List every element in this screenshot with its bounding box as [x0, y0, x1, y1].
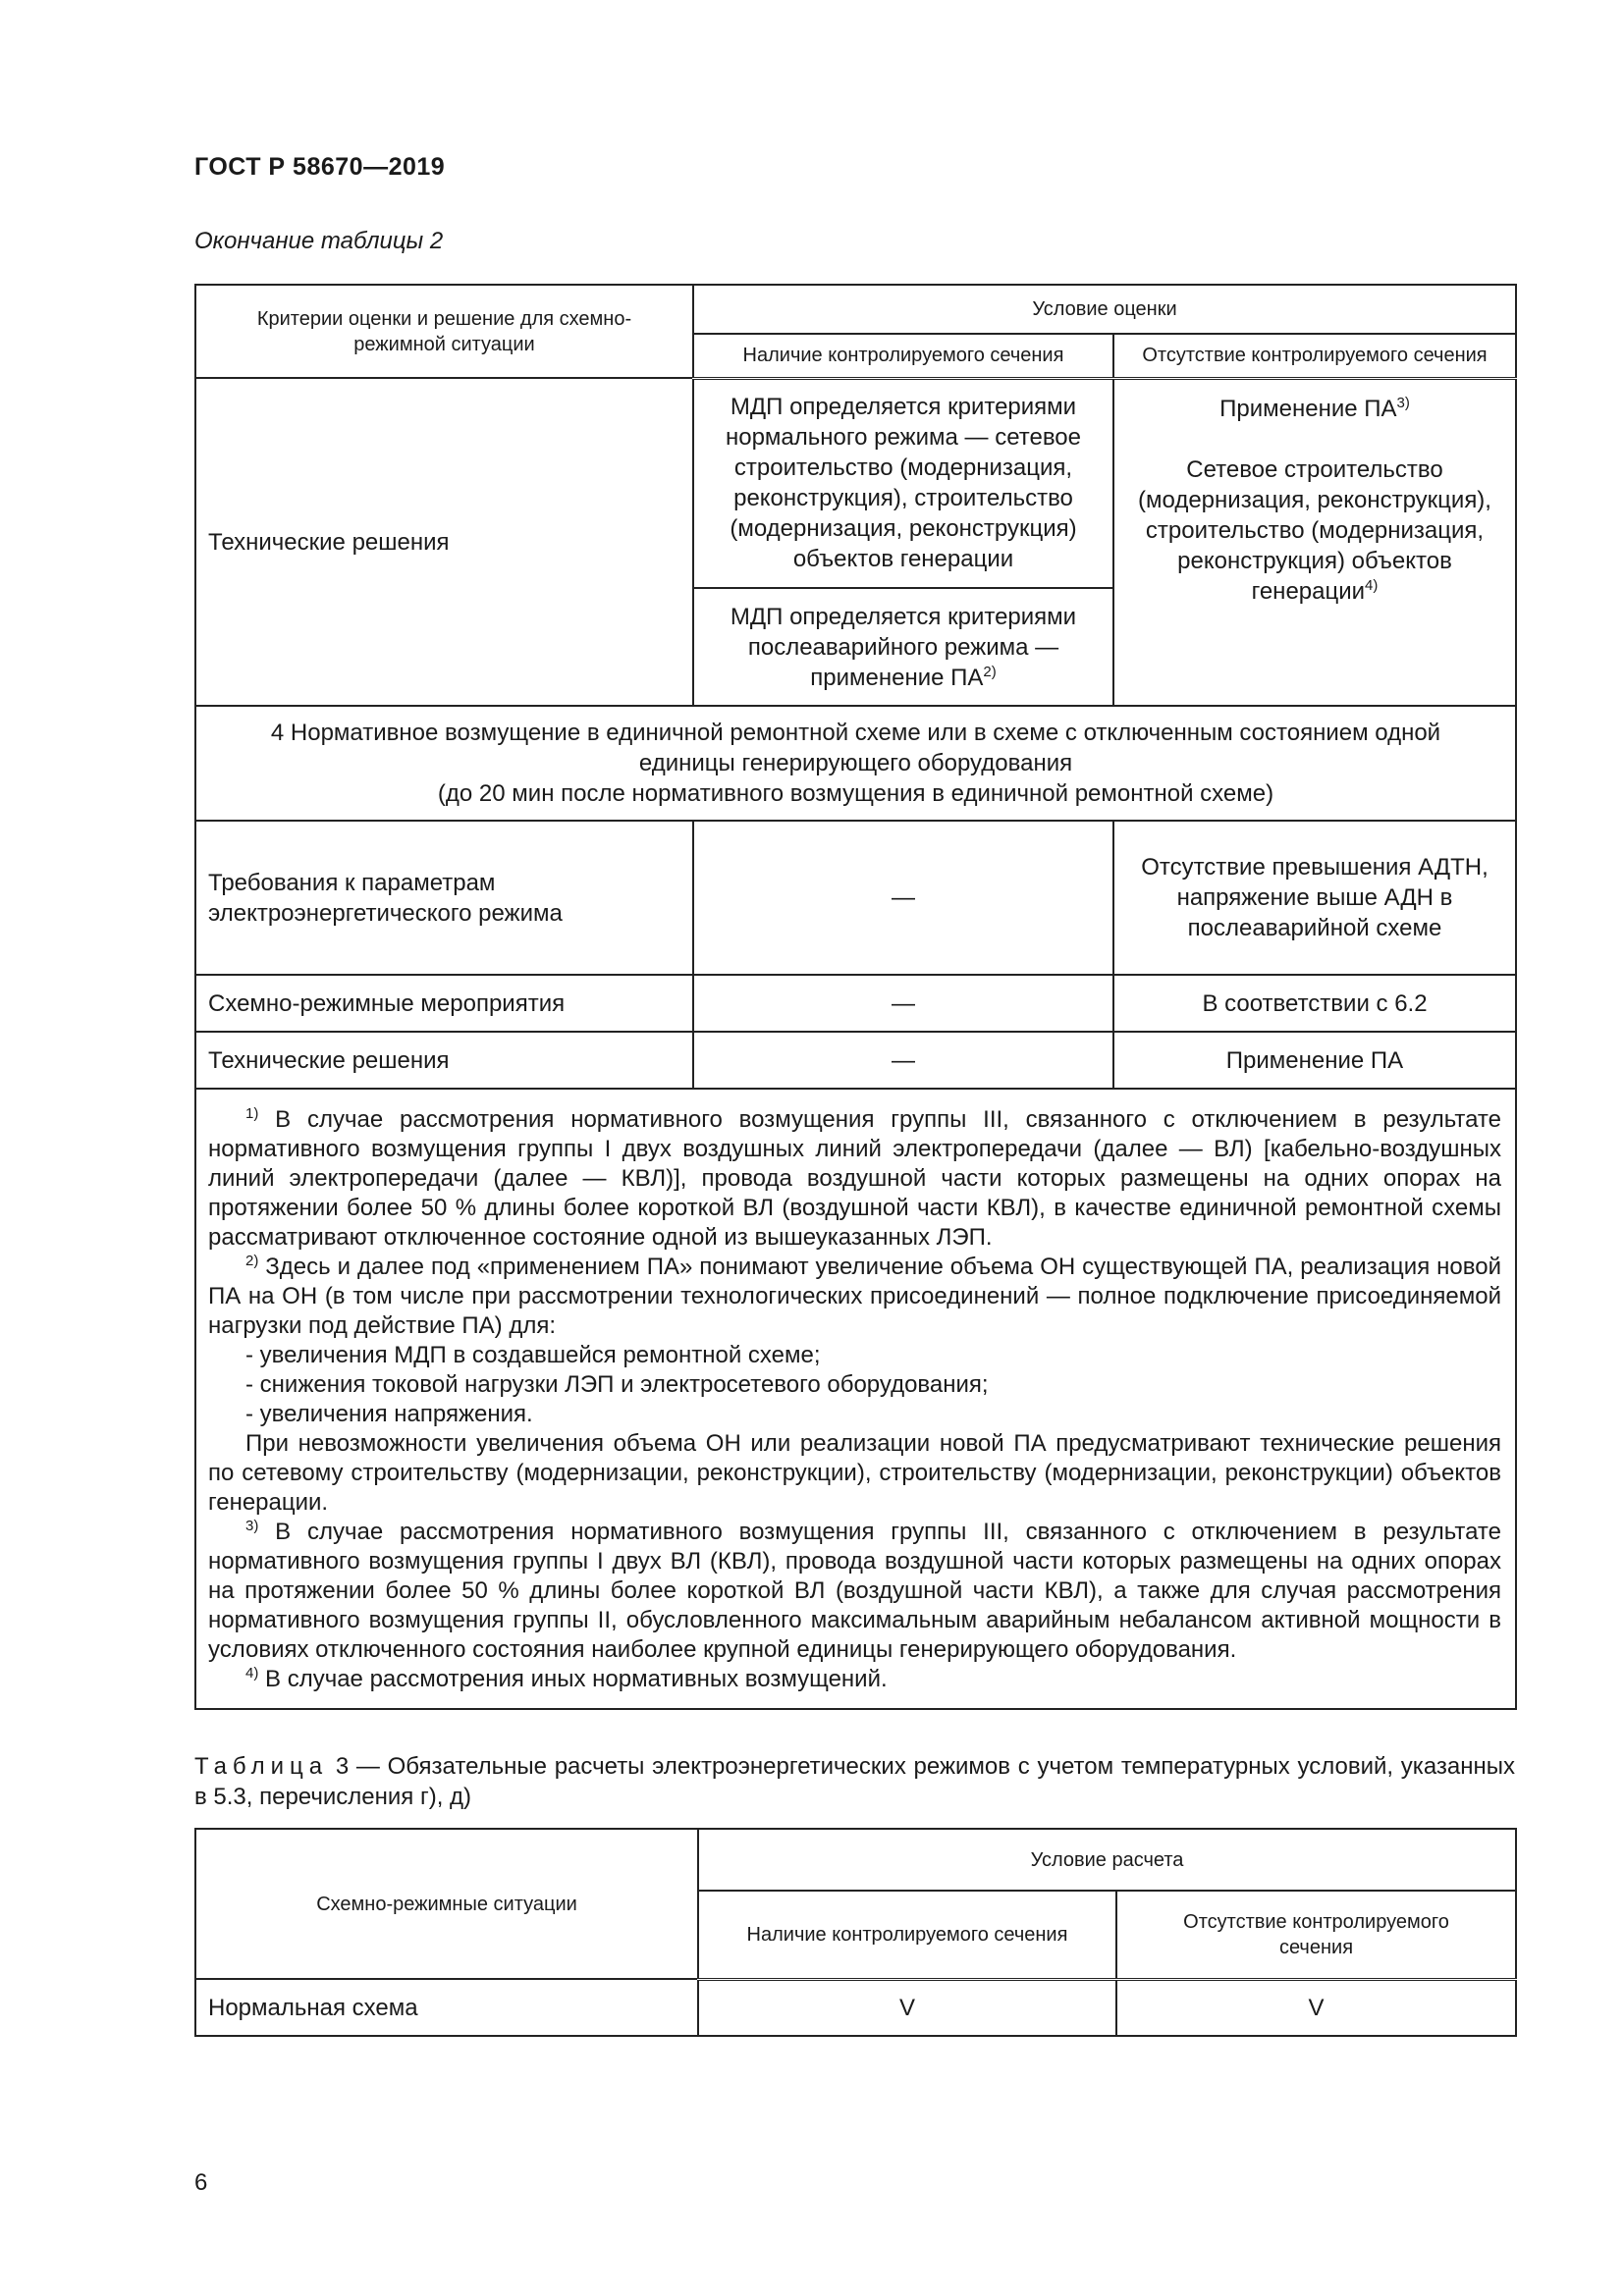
footnote-2: $^{2)}$ Здесь и далее под «применением ПА» понимают увеличение объема ОН существующей ПА, реализация новой ПА на ОН (в том числе при рассмотрении технологических присоединений — полное подключение присоединяемой нагрузки под действие ПА) для: [208, 1253, 1501, 1339]
t3-row1-c3: V [1116, 1979, 1516, 2036]
t2-c3-line1: Применение ПА$^{3)}$ [1219, 394, 1410, 422]
t2-col2-header: Наличие контролируемого сечения [693, 334, 1113, 378]
t2-row-tech2-label: Технические решения [195, 1032, 693, 1089]
t3-col1-header: Схемно-режимные ситуации [195, 1829, 698, 1979]
t2-row-scheme-c3: В соответствии с 6.2 [1113, 975, 1516, 1032]
t2-row-scheme-c2: — [693, 975, 1113, 1032]
table-3 [194, 1828, 1517, 2037]
t2-c3-line2: Сетевое строительство (модернизация, реконструкция), строительство (модернизация, реконструкция) объектов генерации$^{4)}$ [1138, 455, 1491, 605]
table-3-title: Таблица 3 — Обязательные расчеты электроэнергетических режимов с учетом температурных условий, указанных в 5.3, перечисления г), д) [194, 1753, 1516, 1810]
footnote-1: $^{1)}$ В случае рассмотрения нормативного возмущения группы III, связанного с отключением в результате нормативного возмущения группы I двух воздушных линий электропередачи (далее — ВЛ) [кабельно-воздушных линий электропередачи (далее — КВЛ)], провода воздушной части которых размещены на одних опорах на протяжении более 50 % длины более короткой ВЛ (воздушной части КВЛ), в качестве единичной ремонтной схемы рассматривают отключенное состояние одной из вышеуказанных ЛЭП. [208, 1105, 1501, 1251]
t2-row-req-label: Требования к параметрам электроэнергетического режима [195, 821, 693, 975]
document-header: ГОСТ Р 58670—2019 [194, 153, 446, 181]
t3-col2-header: Наличие контролируемого сечения [698, 1891, 1116, 1979]
footnote-2-item: - снижения токовой нагрузки ЛЭП и электросетевого оборудования; [245, 1371, 989, 1398]
t2-col1-header: Критерии оценки и решение для схемно-режимной ситуации [195, 285, 693, 378]
t2-row-scheme-label: Схемно-режимные мероприятия [195, 975, 693, 1032]
t3-row1-label: Нормальная схема [195, 1979, 698, 2036]
t2-row-tech2-c2: — [693, 1032, 1113, 1089]
table-2 [194, 284, 1517, 1710]
t2-row-tech1-c2a: МДП определяется критериями нормального режима — сетевое строительство (модернизация, реконструкция), строительство (модернизация, реконструкция) объектов генерации [693, 378, 1113, 588]
t3-group-header: Условие расчета [698, 1829, 1516, 1891]
page-number: 6 [194, 2169, 208, 2196]
t2-row-tech2-c3: Применение ПА [1113, 1032, 1516, 1089]
footnote-3: $^{3)}$ В случае рассмотрения нормативного возмущения группы III, связанного с отключением в результате нормативного возмущения группы I двух ВЛ (КВЛ), провода воздушной части которых размещены на одних опорах на протяжении более 50 % длины более короткой ВЛ (воздушной части КВЛ), а также для случая рассмотрения нормативного возмущения группы II, обусловленного максимальным аварийным небалансом активной мощности в условиях отключенного состояния наиболее крупной единицы генерирующего оборудования. [208, 1518, 1501, 1663]
t2-row-tech1-c2b: МДП определяется критериями послеаварийного режима — применение ПА$^{2)}$ [693, 588, 1113, 706]
t2-group-header: Условие оценки [693, 285, 1516, 334]
t2-row-tech1-c3 [1113, 378, 1516, 706]
t2-col3-header: Отсутствие контролируемого сечения [1113, 334, 1516, 378]
footnote-4: $^{4)}$ В случае рассмотрения иных нормативных возмущений. [245, 1665, 888, 1692]
t2-row-req-c2: — [693, 821, 1113, 975]
t2-row-req-c3: Отсутствие превышения АДТН, напряжение выше АДН в послеаварийной схеме [1113, 821, 1516, 975]
footnote-2-item: - увеличения напряжения. [245, 1401, 533, 1427]
table-continuation-caption: Окончание таблицы 2 [194, 228, 444, 254]
t2-footnotes [195, 1089, 1516, 1709]
t2-section-4: 4 Нормативное возмущение в единичной ремонтной схеме или в схеме с отключенным состоянием одной единицы генерирующего оборудования (до 20 мин после нормативного возмущения в единичной ремонтной схеме) [195, 706, 1516, 821]
t2-row-tech1-label: Технические решения [195, 378, 693, 706]
footnote-2-item: - увеличения МДП в создавшейся ремонтной схеме; [245, 1342, 821, 1368]
t3-row1-c2: V [698, 1979, 1116, 2036]
footnote-2-tail: При невозможности увеличения объема ОН или реализации новой ПА предусматривают технические решения по сетевому строительству (модернизации, реконструкции), строительству (модернизации, реконструкции) объектов генерации. [208, 1430, 1501, 1516]
t3-col3-header: Отсутствие контролируемого сечения [1116, 1891, 1516, 1979]
